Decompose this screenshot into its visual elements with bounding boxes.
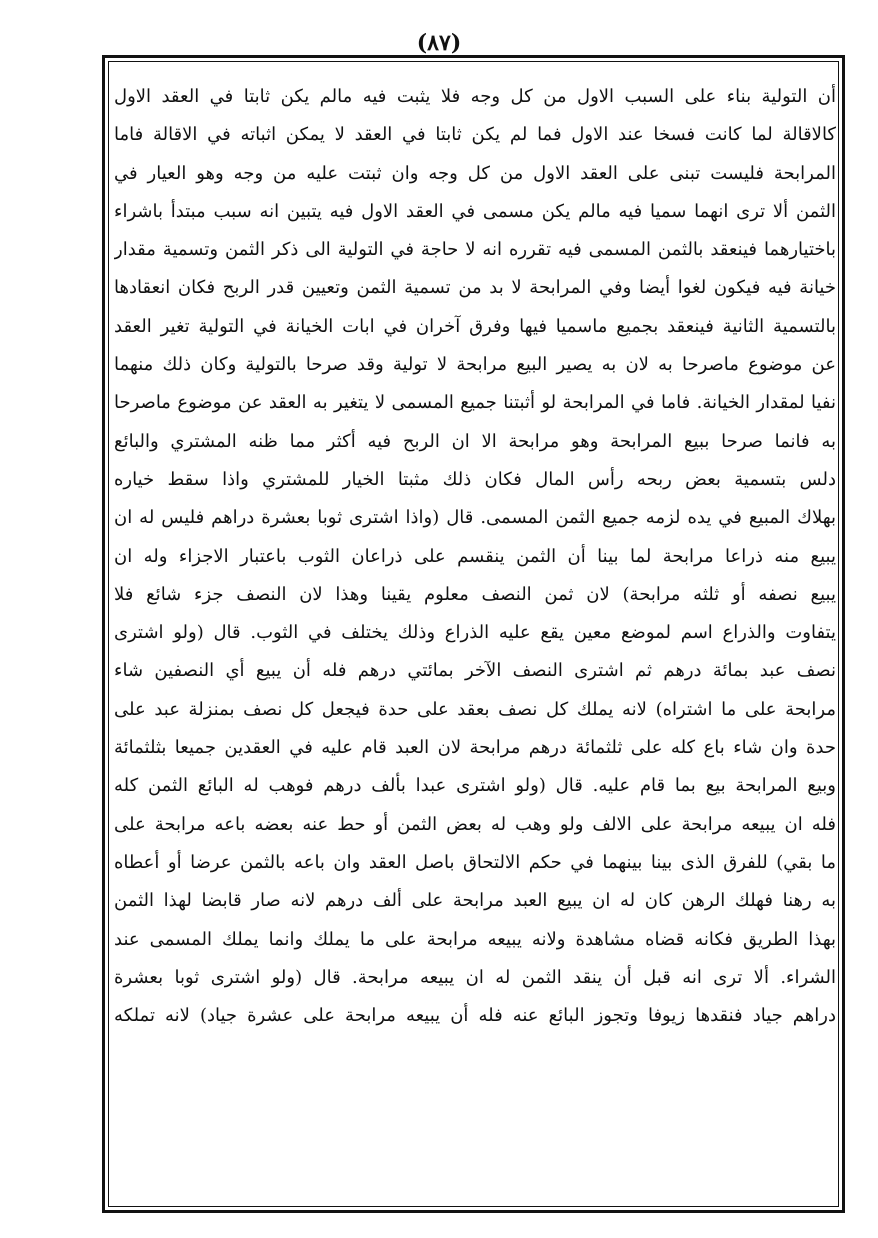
text-line: دراهم جياد فنقدها زيوفا وتجوز البائع عنه فله أن يبيعه مرابحة على عشرة جياد) لانه تملكه [114,1005,836,1027]
text-line: نصف عبد بمائة درهم ثم اشترى النصف الآخر بمائتي درهم فله أن يبيع أي النصفين شاء [114,660,836,682]
text-line: باختيارهما فينعقد بالثمن المسمى فيه تقرره انه لا حاجة في التولية الى ذكر الثمن وتسمية مقدار [114,239,836,261]
text-line: حدة وان شاء باع كله على ثلثمائة درهم مرابحة لان العبد قام عليه في العقدين جميعا بثلثمائة [114,737,836,759]
text-line: يبيع منه ذراعا مرابحة لما بينا أن الثمن ينقسم على ذراعان الثوب باعتبار الاجزاء وله ان [114,545,836,567]
text-line: كالاقالة لما كانت فسخا عند الاول فما لم يكن ثابتا في العقد لا يمكن اثباته في الاقالة فاما [114,124,836,146]
text-line: دلس بتسمية بعض ربحه رأس المال فكان ذلك مثبتا الخيار للمشتري واذا سقط خياره [114,468,836,490]
text-body [114,78,836,1035]
page-number: (٨٧) [416,30,462,56]
text-line: ما بقي) للفرق الذى بينا بينهما في حكم الالتحاق باصل العقد وان باعه بالثمن عرضا أو أعطاه [114,851,836,873]
text-line: عن موضوع ماصرحا به لان به يصير البيع مرابحة لا تولية وقد صرحا بالتولية وكان ذلك منهما [114,354,836,376]
text-line: بهذا الطريق فكانه قضاه مشاهدة ولانه يبيعه مرابحة على ما يملك وانما يملك المسمى عند [114,928,836,950]
text-line: يبيع نصفه أو ثلثه مرابحة) لان ثمن النصف معلوم يقينا وهذا لان النصف جزء شائع فلا [114,583,836,605]
text-line: وبيع المرابحة بيع بما قام عليه. قال (ولو اشترى عبدا بألف درهم فوهب له البائع الثمن كله [114,775,836,797]
text-line: نفيا لمقدار الخيانة. فاما في المرابحة لو أثبتنا جميع المسمى لا يتغير به العقد عن موضوع ماصرحا [114,392,836,414]
text-line: أن التولية بناء على السبب الاول من كل وجه فلا يثبت فيه مالم يكن ثابتا في العقد الاول [114,86,836,107]
text-line: خيانة فيه فيكون لغوا أيضا وفي المرابحة لا بد من تسمية الثمن وتعيين قدر الربح فكان انعقادها [114,277,836,299]
text-line: به فانما صرحا ببيع المرابحة وهو مرابحة الا ان الربح فيه أكثر مما ظنه المشتري والبائع [114,430,836,452]
text-line: الشراء. ألا ترى انه قبل أن ينقد الثمن له ان يبيعه مرابحة. قال (ولو اشترى ثوبا بعشرة [114,966,836,988]
text-line: يتفاوت والذراع اسم لموضع معين يقع عليه الذراع وذلك يختلف في الثوب. قال (ولو اشترى [114,622,836,644]
text-line: الثمن ألا ترى انهما سميا فيه مالم يكن مسمى في العقد الاول فيه يتبين انه سبب مبتدأ باشراء [114,200,836,222]
text-line: فله ان يبيعه مرابحة على الالف ولو وهب له بعض الثمن أو حط عنه بعضه باعه مرابحة على [114,813,836,835]
text-line: بهلاك المبيع في يده لزمه جميع الثمن المسمى. قال (واذا اشترى ثوبا بعشرة دراهم فليس له ان [114,507,836,529]
text-line: مرابحة على ما اشتراه) لانه يملك كل نصف بعقد على حدة فيجعل كل نصف بمنزلة عبد على [114,698,836,720]
text-line: بالتسمية الثانية فينعقد بجميع ماسميا فيها وفرق آخران في ابات الخيانة في التولية تغير العقد [114,315,836,337]
text-line: به رهنا فهلك الرهن كان له ان يبيع العبد مرابحة على ألف درهم لانه صار قابضا لهذا الثمن [114,890,836,912]
text-line: المرابحة فليست تبنى على العقد الاول من كل وجه وان ثبتت عليه من وجه وهو العيار في [114,162,836,184]
